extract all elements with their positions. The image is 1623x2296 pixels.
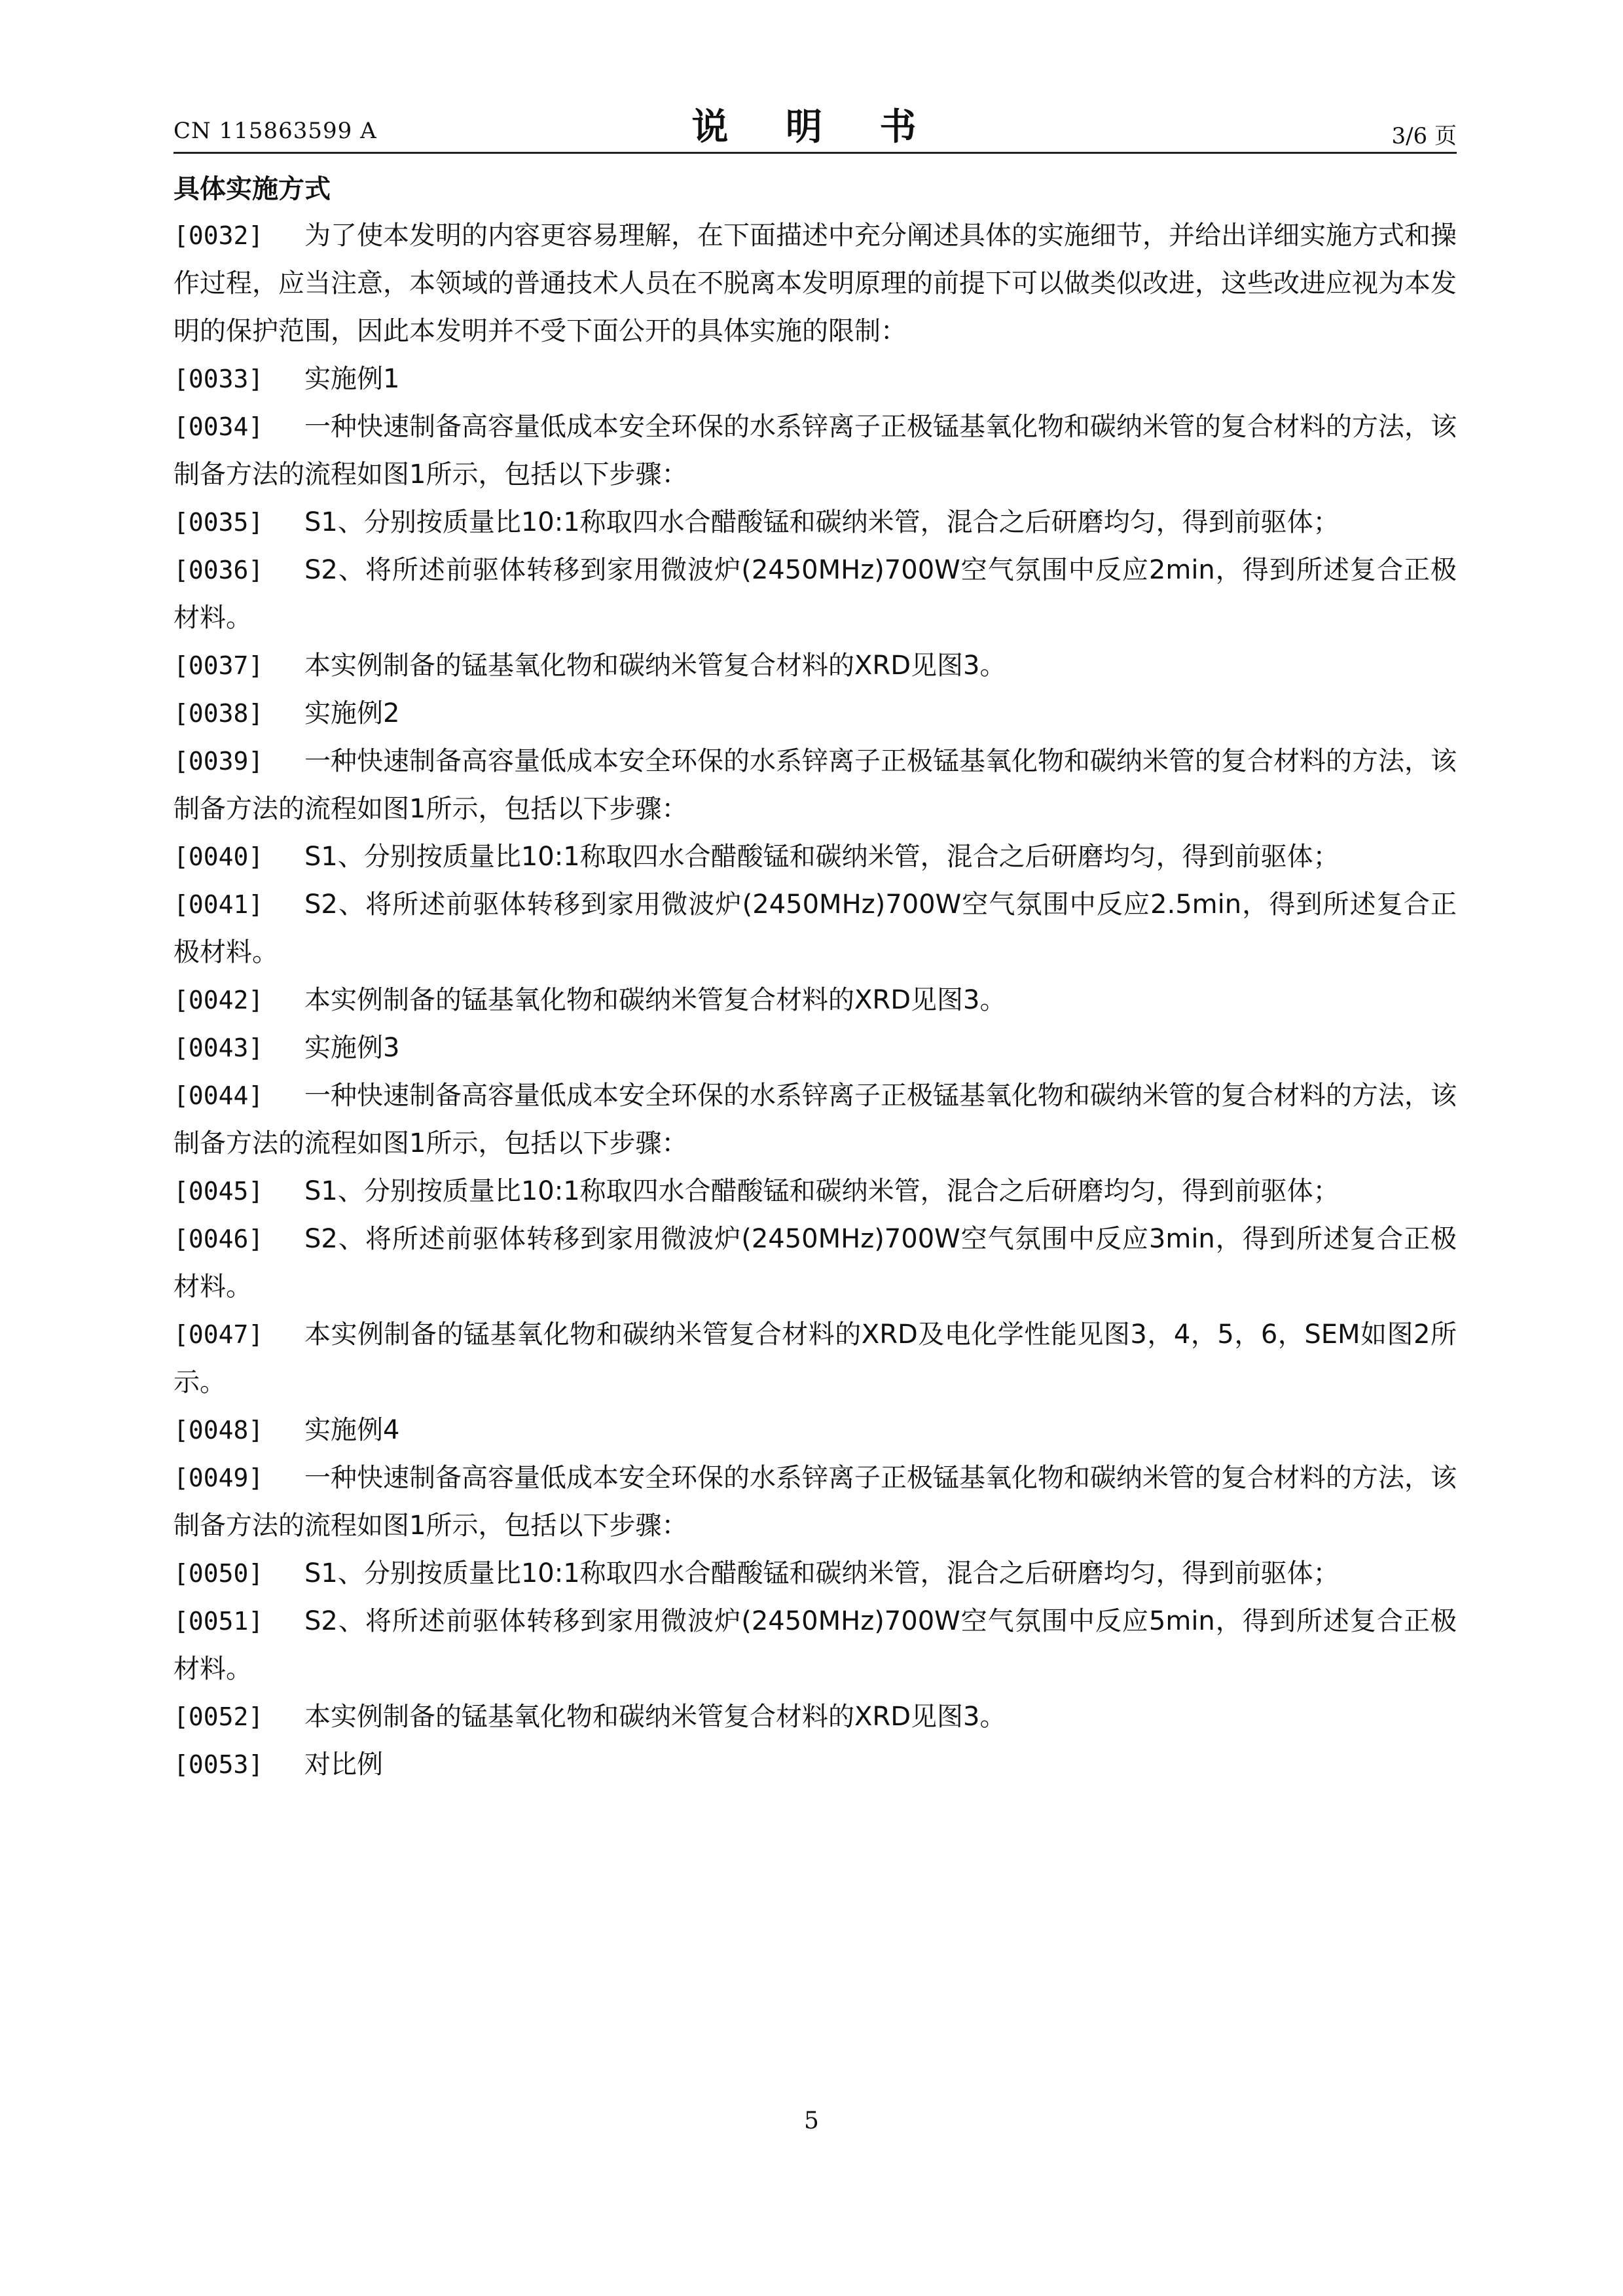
paragraph-text: 一种快速制备高容量低成本安全环保的水系锌离子正极锰基氧化物和碳纳米管的复合材料的方法，该制备方法的流程如图1所示，包括以下步骤： [173,746,1457,824]
paragraph-0047 [173,1311,1457,1407]
paragraph-text: 实施例1 [304,364,400,394]
publication-number: CN 115863599 A [173,118,377,144]
paragraph-0040 [173,833,1457,881]
paragraph-text: 本实例制备的锰基氧化物和碳纳米管复合材料的XRD见图3。 [304,985,1006,1015]
paragraph-number: [0036] [173,556,264,584]
paragraph-text: 一种快速制备高容量低成本安全环保的水系锌离子正极锰基氧化物和碳纳米管的复合材料的方法，该制备方法的流程如图1所示，包括以下步骤： [173,412,1457,490]
paragraph-0051 [173,1598,1457,1693]
page-header [173,98,1457,151]
paragraph-text: 本实例制备的锰基氧化物和碳纳米管复合材料的XRD见图3。 [304,651,1006,681]
paragraph-number: [0034] [173,412,264,441]
paragraph-0033 [173,355,1457,403]
paragraph-number: [0052] [173,1702,264,1731]
paragraph-0049 [173,1454,1457,1550]
paragraph-text: 本实例制备的锰基氧化物和碳纳米管复合材料的XRD及电化学性能见图3，4，5，6，SEM如图2所示。 [173,1319,1457,1397]
paragraph-text: S1、分别按质量比10:1称取四水合醋酸锰和碳纳米管，混合之后研磨均匀，得到前驱体； [304,1558,1340,1588]
paragraph-number: [0032] [173,221,264,250]
paragraph-0035 [173,499,1457,547]
paragraph-text: 对比例 [304,1749,383,1780]
paragraph-0045 [173,1168,1457,1215]
paragraph-text: S2、将所述前驱体转移到家用微波炉(2450MHz)700W空气氛围中反应2min，得到所述复合正极材料。 [173,555,1457,633]
paragraph-text: 实施例4 [304,1415,400,1445]
paragraph-0052 [173,1693,1457,1741]
paragraph-number: [0050] [173,1559,264,1588]
paragraph-number: [0033] [173,365,264,393]
paragraph-number: [0044] [173,1081,264,1110]
paragraph-number: [0035] [173,508,264,537]
paragraph-number: [0040] [173,842,264,871]
paragraph-number: [0041] [173,890,264,919]
paragraph-text: S2、将所述前驱体转移到家用微波炉(2450MHz)700W空气氛围中反应3min，得到所述复合正极材料。 [173,1224,1457,1302]
paragraph-number: [0045] [173,1177,264,1206]
paragraph-0053 [173,1741,1457,1789]
paragraph-text: 实施例3 [304,1033,400,1063]
paragraph-text: 本实例制备的锰基氧化物和碳纳米管复合材料的XRD见图3。 [304,1702,1006,1732]
paragraph-0050 [173,1550,1457,1598]
paragraph-0032 [173,212,1457,355]
paragraph-number: [0051] [173,1607,264,1636]
paragraph-0043 [173,1024,1457,1072]
paragraph-0042 [173,977,1457,1024]
document-body [173,166,1457,1789]
paragraph-number: [0046] [173,1225,264,1253]
document-title: 说 明 书 [691,106,939,149]
paragraph-number: [0039] [173,747,264,776]
paragraph-text: S1、分别按质量比10:1称取四水合醋酸锰和碳纳米管，混合之后研磨均匀，得到前驱体； [304,507,1340,537]
paragraph-text: 为了使本发明的内容更容易理解，在下面描述中充分阐述具体的实施细节，并给出详细实施方式和操作过程，应当注意，本领域的普通技术人员在不脱离本发明原理的前提下可以做类似改进，这些改进应视为本发明的保护范围，因此本发明并不受下面公开的具体实施的限制： [173,221,1457,346]
paragraph-number: [0037] [173,651,264,680]
paragraph-0034 [173,403,1457,499]
paragraph-0046 [173,1215,1457,1311]
paragraph-text: 一种快速制备高容量低成本安全环保的水系锌离子正极锰基氧化物和碳纳米管的复合材料的方法，该制备方法的流程如图1所示，包括以下步骤： [173,1463,1457,1541]
paragraph-0041 [173,881,1457,977]
section-heading: 具体实施方式 [173,174,331,204]
paragraph-number: [0048] [173,1416,264,1444]
header-divider [173,152,1457,154]
paragraph-0048 [173,1407,1457,1454]
paragraph-number: [0047] [173,1320,264,1349]
page-count: 3/6 页 [1391,123,1457,149]
paragraph-0036 [173,547,1457,642]
paragraph-0038 [173,690,1457,738]
paragraph-number: [0038] [173,699,264,728]
page-number: 5 [804,2108,819,2134]
paragraph-0044 [173,1072,1457,1168]
paragraph-number: [0053] [173,1750,264,1779]
paragraph-number: [0049] [173,1463,264,1492]
paragraph-text: S2、将所述前驱体转移到家用微波炉(2450MHz)700W空气氛围中反应5min，得到所述复合正极材料。 [173,1606,1457,1684]
paragraph-text: S1、分别按质量比10:1称取四水合醋酸锰和碳纳米管，混合之后研磨均匀，得到前驱体； [304,842,1340,872]
paragraph-number: [0043] [173,1033,264,1062]
paragraph-number: [0042] [173,986,264,1014]
paragraph-text: S1、分别按质量比10:1称取四水合醋酸锰和碳纳米管，混合之后研磨均匀，得到前驱体； [304,1176,1340,1206]
paragraph-text: 一种快速制备高容量低成本安全环保的水系锌离子正极锰基氧化物和碳纳米管的复合材料的方法，该制备方法的流程如图1所示，包括以下步骤： [173,1081,1457,1158]
paragraph-0037 [173,642,1457,690]
paragraph-text: 实施例2 [304,698,400,728]
paragraph-0039 [173,738,1457,833]
paragraph-text: S2、将所述前驱体转移到家用微波炉(2450MHz)700W空气氛围中反应2.5min，得到所述复合正极材料。 [173,889,1457,967]
